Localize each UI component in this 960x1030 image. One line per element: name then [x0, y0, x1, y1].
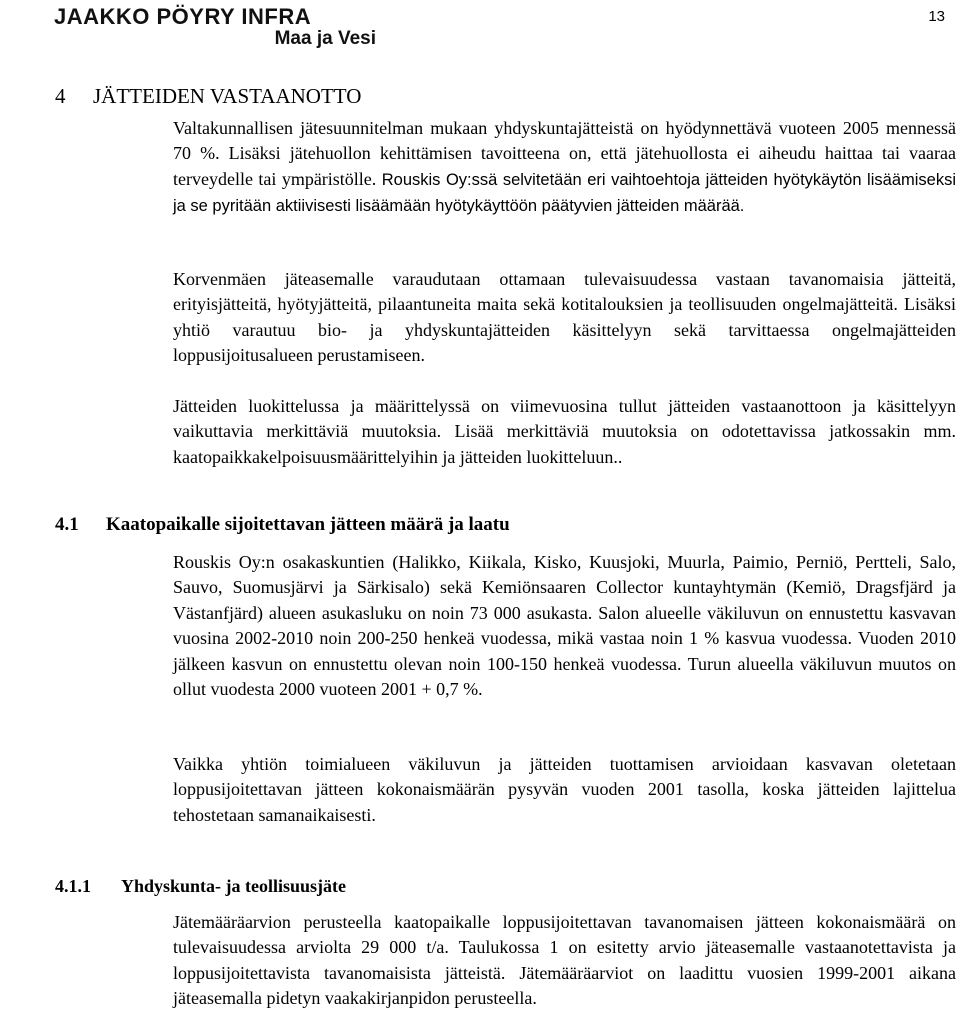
section-4-1-number: 4.1 [55, 514, 79, 535]
section-4-title: JÄTTEIDEN VASTAANOTTO [93, 84, 362, 108]
section-4-1-heading [55, 512, 510, 538]
section-4-1-title: Kaatopaikalle sijoitettavan jätteen määrä ja laatu [106, 514, 510, 535]
section-4-paragraph-1a: Valtakunnallisen jätesuunnitelman mukaan yhdyskuntajätteistä on hyödynnettävä vuoteen 2005 mennessä 70 %. Lisäksi jätehuollon kehittämisen tavoitteena on, että jätehuollosta ei aiheudu haittaa tai vaaraa terveydelle tai ympäristölle. [173, 118, 956, 189]
section-4-paragraph-1 [173, 116, 956, 220]
section-4-1-paragraph-1: Rouskis Oy:n osakaskuntien (Halikko, Kiikala, Kisko, Kuusjoki, Muurla, Paimio, Perniö, Pertteli, Salo, Sauvo, Suomusjärvi ja Särkisalo) sekä Kemiönsaaren Collector kuntayhtymän (Kemiö, Dragsfjärd ja Västanfjärd) alueen asukasluku on noin 73 000 asukasta. Salon alueelle väkiluvun on ennustettu kasvavan vuosina 2002-2010 noin 200-250 henkeä vuodessa, mikä vastaa noin 1 % kasvua vuodessa. Vuoden 2010 jälkeen kasvun on ennustettu olevan noin 100-150 henkeä vuodessa. Turun alueella väkiluvun muutos on ollut vuodesta 2000 vuoteen 2001 + 0,7 %. [173, 552, 956, 700]
section-4-1-1-number: 4.1.1 [55, 876, 91, 896]
page-number: 13 [928, 8, 945, 25]
section-4-1-1-title: Yhdyskunta- ja teollisuusjäte [121, 876, 347, 896]
section-4-1-paragraph-2: Vaikka yhtiön toimialueen väkiluvun ja jätteiden tuottamisen arvioidaan kasvavan oletetaan loppusijoitettavan jätteen kokonaismäärän pysyvän vuoden 2001 tasolla, koska jätteiden lajittelua tehostetaan samanaikaisesti. [173, 754, 956, 825]
section-4-heading [55, 83, 361, 109]
section-4-1-1-heading [55, 873, 346, 899]
section-4-number: 4 [55, 84, 66, 108]
section-4-1-1-paragraph-1: Jätemääräarvion perusteella kaatopaikalle loppusijoitettavan tavanomaisen jätteen kokonaismäärä on tulevaisuudessa arviolta 29 000 t/a. Taulukossa 1 on esitetty arvio jäteasemalle vastaanotettavista ja loppusijoitettavista tavanomaisista jätteistä. Jätemääräarviot on laadittu vuosien 1999-2001 aikana jäteasemalla pidetyn vaakakirjanpidon perusteella. [173, 912, 956, 1009]
logo-division-name: Maa ja Vesi [274, 28, 376, 49]
company-logo [54, 4, 384, 52]
section-4-paragraph-3: Jätteiden luokittelussa ja määrittelyssä on viimevuosina tullut jätteiden vastaanottoon ja käsittelyyn vaikuttavia merkittäviä muutoksia. Lisää merkittäviä muutoksia on odotettavissa jatkossakin mm. kaatopaikkakelpoisuusmäärittelyihin ja jätteiden luokitteluun.. [173, 396, 956, 467]
logo-company-name: JAAKKO PÖYRY INFRA [54, 4, 312, 29]
section-4-paragraph-1b: Rouskis Oy:ssä selvitetään eri vaihtoehtoja jätteiden hyötykäytön lisäämiseksi ja se pyritään aktiivisesti lisäämään hyötykäyttöön päätyvien jätteiden määrää. [173, 170, 956, 216]
section-4-paragraph-2: Korvenmäen jäteasemalle varaudutaan ottamaan tulevaisuudessa vastaan tavanomaisia jätteitä, erityisjätteitä, hyötyjätteitä, pilaantuneita maita sekä kotitalouksien ja teollisuuden ongelmajätteitä. Lisäksi yhtiö varautuu bio- ja yhdyskuntajätteiden käsittelyyn sekä tarvittaessa ongelmajätteiden loppusijoitusalueen perustamiseen. [173, 269, 956, 366]
